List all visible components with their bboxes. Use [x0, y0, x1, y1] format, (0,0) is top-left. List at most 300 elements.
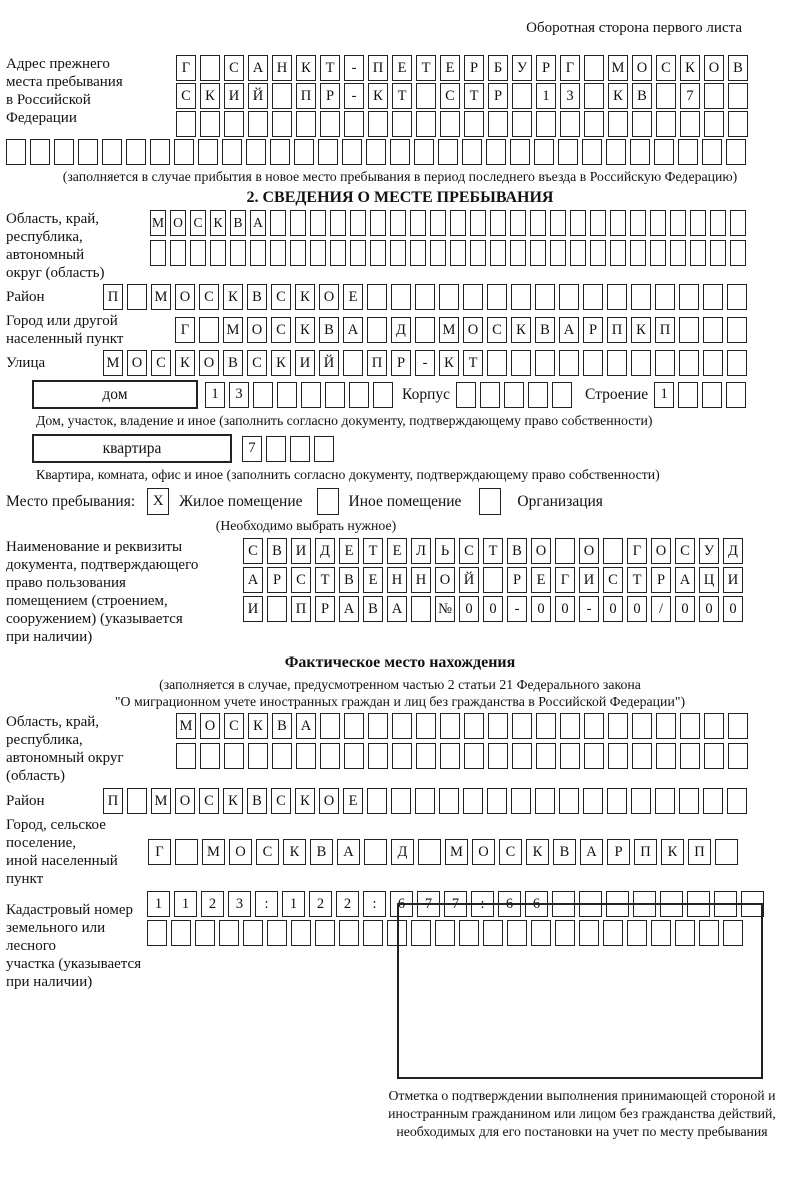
char-cell[interactable]: Е [440, 55, 460, 81]
char-cell[interactable]: Т [416, 55, 436, 81]
char-cell[interactable] [583, 350, 603, 376]
char-cell[interactable] [487, 350, 507, 376]
char-cell[interactable] [655, 788, 675, 814]
char-cell[interactable]: Й [319, 350, 339, 376]
char-cell[interactable] [171, 920, 191, 946]
char-cell[interactable]: А [296, 713, 316, 739]
char-cell[interactable] [253, 382, 273, 408]
char-cell[interactable] [650, 210, 666, 236]
char-cell[interactable] [344, 713, 364, 739]
char-cell[interactable] [606, 139, 626, 165]
char-cell[interactable]: 6 [525, 891, 548, 917]
char-cell[interactable] [54, 139, 74, 165]
char-cell[interactable]: 7 [680, 83, 700, 109]
char-cell[interactable] [368, 111, 388, 137]
char-cell[interactable] [535, 284, 555, 310]
char-cell[interactable]: К [295, 788, 315, 814]
char-cell[interactable] [440, 743, 460, 769]
char-cell[interactable] [470, 240, 486, 266]
char-cell[interactable]: Е [531, 567, 551, 593]
char-cell[interactable]: В [247, 788, 267, 814]
char-cell[interactable]: С [224, 55, 244, 81]
char-cell[interactable] [330, 240, 346, 266]
char-cell[interactable] [310, 240, 326, 266]
char-cell[interactable]: В [267, 538, 287, 564]
char-cell[interactable] [243, 920, 263, 946]
char-cell[interactable]: Т [315, 567, 335, 593]
char-cell[interactable] [584, 743, 604, 769]
char-cell[interactable]: 0 [531, 596, 551, 622]
char-cell[interactable]: М [439, 317, 459, 343]
char-cell[interactable] [690, 210, 706, 236]
char-cell[interactable]: Й [248, 83, 268, 109]
char-cell[interactable]: С [271, 284, 291, 310]
char-cell[interactable] [310, 210, 326, 236]
char-cell[interactable] [559, 284, 579, 310]
char-cell[interactable]: Т [627, 567, 647, 593]
char-cell[interactable]: О [435, 567, 455, 593]
char-cell[interactable] [703, 317, 723, 343]
char-cell[interactable] [552, 382, 572, 408]
char-cell[interactable] [632, 111, 652, 137]
char-cell[interactable] [267, 920, 287, 946]
char-cell[interactable]: - [579, 596, 599, 622]
char-cell[interactable]: М [151, 788, 171, 814]
char-cell[interactable]: К [200, 83, 220, 109]
char-cell[interactable] [147, 920, 167, 946]
char-cell[interactable]: О [229, 839, 252, 865]
char-cell[interactable] [511, 284, 531, 310]
checkbox-organization[interactable] [479, 488, 501, 515]
char-cell[interactable]: С [243, 538, 263, 564]
char-cell[interactable]: В [247, 284, 267, 310]
char-cell[interactable]: Т [483, 538, 503, 564]
char-cell[interactable] [710, 240, 726, 266]
char-cell[interactable] [416, 83, 436, 109]
char-cell[interactable] [440, 111, 460, 137]
char-cell[interactable] [608, 743, 628, 769]
char-cell[interactable] [511, 788, 531, 814]
char-cell[interactable] [349, 382, 369, 408]
char-cell[interactable] [150, 240, 166, 266]
char-cell[interactable] [654, 139, 674, 165]
char-cell[interactable]: Т [320, 55, 340, 81]
char-cell[interactable] [656, 713, 676, 739]
char-cell[interactable] [439, 284, 459, 310]
char-cell[interactable] [224, 743, 244, 769]
char-cell[interactable] [246, 139, 266, 165]
char-cell[interactable]: Р [315, 596, 335, 622]
char-cell[interactable] [219, 920, 239, 946]
char-cell[interactable]: М [150, 210, 166, 236]
char-cell[interactable] [555, 538, 575, 564]
char-cell[interactable] [296, 743, 316, 769]
char-cell[interactable]: К [223, 788, 243, 814]
char-cell[interactable]: В [728, 55, 748, 81]
char-cell[interactable] [391, 788, 411, 814]
char-cell[interactable] [656, 111, 676, 137]
char-cell[interactable] [680, 743, 700, 769]
char-cell[interactable] [463, 788, 483, 814]
char-cell[interactable] [558, 139, 578, 165]
char-cell[interactable] [296, 111, 316, 137]
char-cell[interactable]: А [250, 210, 266, 236]
char-cell[interactable] [630, 210, 646, 236]
char-cell[interactable] [315, 920, 335, 946]
char-cell[interactable]: П [368, 55, 388, 81]
char-cell[interactable] [535, 350, 555, 376]
char-cell[interactable]: А [559, 317, 579, 343]
char-cell[interactable]: К [271, 350, 291, 376]
char-cell[interactable] [368, 713, 388, 739]
char-cell[interactable] [176, 111, 196, 137]
char-cell[interactable] [632, 743, 652, 769]
char-cell[interactable]: С [459, 538, 479, 564]
char-cell[interactable] [670, 240, 686, 266]
char-cell[interactable] [678, 139, 698, 165]
char-cell[interactable]: 1 [282, 891, 305, 917]
char-cell[interactable] [415, 284, 435, 310]
char-cell[interactable] [318, 139, 338, 165]
char-cell[interactable]: - [415, 350, 435, 376]
char-cell[interactable] [486, 139, 506, 165]
char-cell[interactable] [528, 382, 548, 408]
char-cell[interactable]: Е [363, 567, 383, 593]
char-cell[interactable] [655, 350, 675, 376]
char-cell[interactable] [607, 350, 627, 376]
char-cell[interactable]: М [202, 839, 225, 865]
char-cell[interactable]: К [223, 284, 243, 310]
char-cell[interactable]: В [553, 839, 576, 865]
char-cell[interactable]: Н [387, 567, 407, 593]
char-cell[interactable]: 6 [390, 891, 413, 917]
char-cell[interactable] [678, 382, 698, 408]
char-cell[interactable] [512, 111, 532, 137]
char-cell[interactable] [610, 210, 626, 236]
char-cell[interactable] [248, 111, 268, 137]
char-cell[interactable] [535, 788, 555, 814]
char-cell[interactable] [464, 713, 484, 739]
char-cell[interactable]: С [499, 839, 522, 865]
char-cell[interactable]: О [704, 55, 724, 81]
char-cell[interactable] [367, 317, 387, 343]
char-cell[interactable] [230, 240, 246, 266]
char-cell[interactable] [679, 284, 699, 310]
char-cell[interactable]: Е [343, 788, 363, 814]
char-cell[interactable]: И [224, 83, 244, 109]
char-cell[interactable]: Е [339, 538, 359, 564]
char-cell[interactable] [438, 139, 458, 165]
char-cell[interactable]: 0 [603, 596, 623, 622]
char-cell[interactable] [364, 839, 387, 865]
char-cell[interactable]: Р [488, 83, 508, 109]
char-cell[interactable] [560, 111, 580, 137]
char-cell[interactable]: В [535, 317, 555, 343]
checkbox-residential[interactable]: X [147, 488, 169, 515]
char-cell[interactable]: Д [315, 538, 335, 564]
char-cell[interactable] [350, 240, 366, 266]
char-cell[interactable]: 2 [201, 891, 224, 917]
char-cell[interactable]: О [463, 317, 483, 343]
char-cell[interactable] [78, 139, 98, 165]
char-cell[interactable] [488, 743, 508, 769]
char-cell[interactable] [411, 596, 431, 622]
char-cell[interactable] [583, 788, 603, 814]
char-cell[interactable] [102, 139, 122, 165]
char-cell[interactable]: Т [363, 538, 383, 564]
char-cell[interactable]: И [243, 596, 263, 622]
char-cell[interactable] [272, 83, 292, 109]
char-cell[interactable] [350, 210, 366, 236]
char-cell[interactable] [367, 788, 387, 814]
char-cell[interactable]: Р [391, 350, 411, 376]
char-cell[interactable] [390, 139, 410, 165]
char-cell[interactable] [590, 210, 606, 236]
char-cell[interactable]: Т [463, 350, 483, 376]
char-cell[interactable] [715, 839, 738, 865]
char-cell[interactable]: К [511, 317, 531, 343]
char-cell[interactable] [670, 210, 686, 236]
char-cell[interactable] [550, 210, 566, 236]
char-cell[interactable]: С [440, 83, 460, 109]
char-cell[interactable]: К [283, 839, 306, 865]
char-cell[interactable]: А [343, 317, 363, 343]
char-cell[interactable] [650, 240, 666, 266]
char-cell[interactable] [631, 788, 651, 814]
char-cell[interactable]: П [688, 839, 711, 865]
char-cell[interactable]: Г [560, 55, 580, 81]
char-cell[interactable]: О [472, 839, 495, 865]
char-cell[interactable] [368, 743, 388, 769]
char-cell[interactable] [464, 743, 484, 769]
char-cell[interactable]: В [507, 538, 527, 564]
char-cell[interactable] [199, 317, 219, 343]
char-cell[interactable]: П [655, 317, 675, 343]
char-cell[interactable]: С [675, 538, 695, 564]
char-cell[interactable]: Р [536, 55, 556, 81]
char-cell[interactable]: Т [392, 83, 412, 109]
char-cell[interactable] [391, 284, 411, 310]
char-cell[interactable]: Ь [435, 538, 455, 564]
char-cell[interactable] [294, 139, 314, 165]
char-cell[interactable] [277, 382, 297, 408]
char-cell[interactable] [272, 111, 292, 137]
char-cell[interactable] [392, 743, 412, 769]
char-cell[interactable] [704, 83, 724, 109]
char-cell[interactable]: 3 [560, 83, 580, 109]
char-cell[interactable] [584, 83, 604, 109]
char-cell[interactable] [344, 111, 364, 137]
char-cell[interactable]: 7 [444, 891, 467, 917]
char-cell[interactable] [559, 350, 579, 376]
char-cell[interactable] [487, 284, 507, 310]
char-cell[interactable]: Т [464, 83, 484, 109]
char-cell[interactable]: 0 [555, 596, 575, 622]
char-cell[interactable]: А [387, 596, 407, 622]
char-cell[interactable]: И [723, 567, 743, 593]
char-cell[interactable] [198, 139, 218, 165]
char-cell[interactable]: Р [607, 839, 630, 865]
char-cell[interactable]: Н [272, 55, 292, 81]
char-cell[interactable] [342, 139, 362, 165]
char-cell[interactable] [679, 317, 699, 343]
char-cell[interactable] [290, 210, 306, 236]
char-cell[interactable]: О [199, 350, 219, 376]
char-cell[interactable] [6, 139, 26, 165]
char-cell[interactable]: Д [391, 839, 414, 865]
char-cell[interactable] [631, 350, 651, 376]
char-cell[interactable] [656, 743, 676, 769]
char-cell[interactable] [222, 139, 242, 165]
char-cell[interactable] [603, 538, 623, 564]
char-cell[interactable]: Е [343, 284, 363, 310]
char-cell[interactable] [392, 111, 412, 137]
char-cell[interactable] [170, 240, 186, 266]
char-cell[interactable] [430, 240, 446, 266]
char-cell[interactable]: К [295, 317, 315, 343]
char-cell[interactable] [710, 210, 726, 236]
char-cell[interactable] [631, 284, 651, 310]
char-cell[interactable]: А [339, 596, 359, 622]
char-cell[interactable]: Г [175, 317, 195, 343]
char-cell[interactable]: П [634, 839, 657, 865]
char-cell[interactable] [727, 317, 747, 343]
char-cell[interactable]: И [291, 538, 311, 564]
char-cell[interactable] [330, 210, 346, 236]
char-cell[interactable] [570, 240, 586, 266]
char-cell[interactable] [363, 920, 383, 946]
char-cell[interactable] [416, 111, 436, 137]
char-cell[interactable] [430, 210, 446, 236]
char-cell[interactable] [483, 567, 503, 593]
char-cell[interactable]: О [579, 538, 599, 564]
char-cell[interactable] [726, 382, 746, 408]
char-cell[interactable]: М [103, 350, 123, 376]
char-cell[interactable] [392, 713, 412, 739]
char-cell[interactable] [590, 240, 606, 266]
char-cell[interactable] [325, 382, 345, 408]
char-cell[interactable] [456, 382, 476, 408]
char-cell[interactable]: К [661, 839, 684, 865]
char-cell[interactable]: В [339, 567, 359, 593]
char-cell[interactable]: № [435, 596, 455, 622]
char-cell[interactable] [703, 284, 723, 310]
char-cell[interactable] [703, 350, 723, 376]
char-cell[interactable]: А [580, 839, 603, 865]
char-cell[interactable] [272, 743, 292, 769]
char-cell[interactable]: 0 [483, 596, 503, 622]
char-cell[interactable]: О [170, 210, 186, 236]
char-cell[interactable]: О [200, 713, 220, 739]
char-cell[interactable] [690, 240, 706, 266]
char-cell[interactable] [490, 240, 506, 266]
char-cell[interactable] [176, 743, 196, 769]
char-cell[interactable]: О [632, 55, 652, 81]
char-cell[interactable] [320, 743, 340, 769]
char-cell[interactable] [632, 713, 652, 739]
char-cell[interactable] [512, 83, 532, 109]
char-cell[interactable]: Г [176, 55, 196, 81]
char-cell[interactable] [510, 210, 526, 236]
char-cell[interactable] [127, 284, 147, 310]
char-cell[interactable] [200, 743, 220, 769]
char-cell[interactable]: С [656, 55, 676, 81]
char-cell[interactable] [607, 788, 627, 814]
char-cell[interactable]: В [632, 83, 652, 109]
char-cell[interactable]: В [363, 596, 383, 622]
char-cell[interactable] [490, 210, 506, 236]
char-cell[interactable]: М [608, 55, 628, 81]
char-cell[interactable]: Р [464, 55, 484, 81]
char-cell[interactable] [367, 284, 387, 310]
char-cell[interactable]: : [363, 891, 386, 917]
char-cell[interactable] [630, 139, 650, 165]
char-cell[interactable]: 1 [654, 382, 674, 408]
char-cell[interactable] [550, 240, 566, 266]
char-cell[interactable]: / [651, 596, 671, 622]
char-cell[interactable] [320, 111, 340, 137]
char-cell[interactable]: С [151, 350, 171, 376]
char-cell[interactable] [702, 139, 722, 165]
char-cell[interactable] [250, 240, 266, 266]
char-cell[interactable] [536, 713, 556, 739]
char-cell[interactable]: 0 [675, 596, 695, 622]
char-cell[interactable]: К [631, 317, 651, 343]
char-cell[interactable] [440, 713, 460, 739]
char-cell[interactable] [608, 713, 628, 739]
char-cell[interactable] [630, 240, 646, 266]
char-cell[interactable] [410, 210, 426, 236]
char-cell[interactable]: Л [411, 538, 431, 564]
char-cell[interactable]: И [579, 567, 599, 593]
char-cell[interactable] [608, 111, 628, 137]
char-cell[interactable] [270, 240, 286, 266]
char-cell[interactable]: Д [391, 317, 411, 343]
char-cell[interactable] [704, 743, 724, 769]
char-cell[interactable] [320, 713, 340, 739]
char-cell[interactable] [488, 111, 508, 137]
char-cell[interactable] [195, 920, 215, 946]
char-cell[interactable]: Р [651, 567, 671, 593]
char-cell[interactable]: С [190, 210, 206, 236]
char-cell[interactable] [366, 139, 386, 165]
char-cell[interactable]: В [310, 839, 333, 865]
char-cell[interactable] [314, 436, 334, 462]
char-cell[interactable]: 1 [147, 891, 170, 917]
char-cell[interactable]: О [319, 284, 339, 310]
char-cell[interactable] [270, 210, 286, 236]
char-cell[interactable] [200, 55, 220, 81]
char-cell[interactable] [704, 111, 724, 137]
char-cell[interactable]: В [223, 350, 243, 376]
char-cell[interactable] [464, 111, 484, 137]
char-cell[interactable]: У [699, 538, 719, 564]
char-cell[interactable] [728, 83, 748, 109]
char-cell[interactable]: Г [148, 839, 171, 865]
char-cell[interactable] [416, 713, 436, 739]
char-cell[interactable]: С [603, 567, 623, 593]
char-cell[interactable]: У [512, 55, 532, 81]
char-cell[interactable] [607, 284, 627, 310]
char-cell[interactable]: С [247, 350, 267, 376]
char-cell[interactable] [730, 210, 746, 236]
char-cell[interactable]: А [248, 55, 268, 81]
char-cell[interactable]: - [344, 83, 364, 109]
char-cell[interactable] [291, 920, 311, 946]
char-cell[interactable]: К [210, 210, 226, 236]
char-cell[interactable]: И [295, 350, 315, 376]
char-cell[interactable]: 3 [228, 891, 251, 917]
